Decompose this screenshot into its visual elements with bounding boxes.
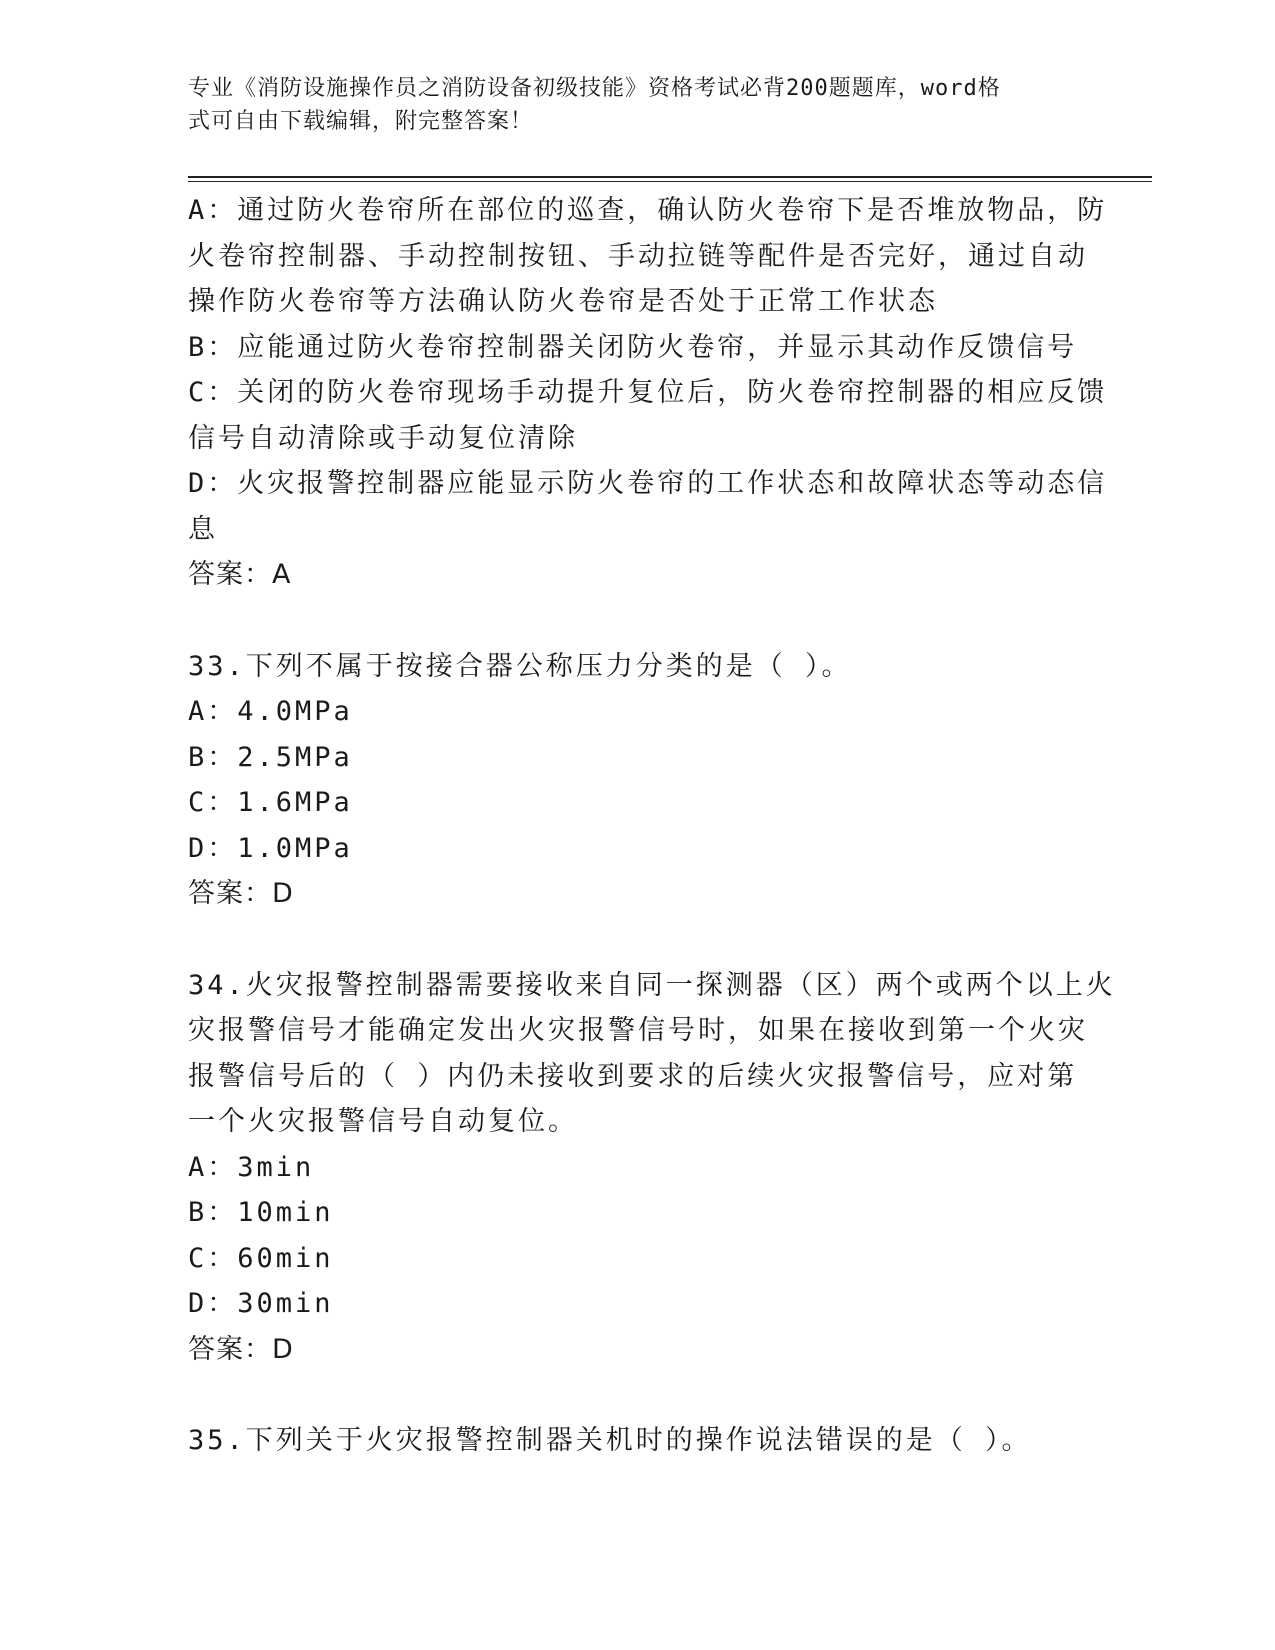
spacer bbox=[188, 1372, 1078, 1418]
header-line-2: 式可自由下载编辑，附完整答案！ bbox=[188, 109, 534, 134]
q34-question-line-1: 34.火灾报警控制器需要接收来自同一探测器（区）两个或两个以上火 bbox=[188, 969, 1116, 1001]
q32-option-c-line-1: C：关闭的防火卷帘现场手动提升复位后，防火卷帘控制器的相应反馈 bbox=[188, 377, 1108, 408]
q32-option-a-line-1: A：通过防火卷帘所在部位的巡查，确认防火卷帘下是否堆放物品，防 bbox=[188, 195, 1108, 226]
question-33-block bbox=[188, 644, 1078, 917]
q33-option-d: D：1.0MPa bbox=[188, 832, 353, 864]
q32-option-d-line-2: 息 bbox=[188, 513, 218, 545]
q34-option-d: D：30min bbox=[188, 1288, 334, 1319]
q32-option-c-line-2: 信号自动清除或手动复位清除 bbox=[188, 422, 578, 454]
q33-answer: 答案：D bbox=[188, 878, 294, 909]
q34-question-line-2: 灾报警信号才能确定发出火灾报警信号时，如果在接收到第一个火灾 bbox=[188, 1015, 1088, 1046]
question-35-block bbox=[188, 1418, 1078, 1464]
q34-option-b: B：10min bbox=[188, 1197, 334, 1228]
q32-option-a-line-2: 火卷帘控制器、手动控制按钮、手动拉链等配件是否完好，通过自动 bbox=[188, 240, 1088, 272]
q34-option-c: C：60min bbox=[188, 1242, 334, 1274]
question-32-block bbox=[188, 188, 1108, 598]
q33-question: 33.下列不属于按接合器公称压力分类的是（ ）。 bbox=[188, 650, 852, 682]
header-divider bbox=[188, 176, 1152, 182]
q33-option-a: A：4.0MPa bbox=[188, 696, 353, 727]
spacer bbox=[188, 917, 1078, 963]
q35-question: 35.下列关于火灾报警控制器关机时的操作说法错误的是（ ）。 bbox=[188, 1425, 1032, 1456]
question-34-block bbox=[188, 963, 1116, 1373]
q33-option-c: C：1.6MPa bbox=[188, 787, 353, 818]
q32-option-b: B：应能通过防火卷帘控制器关闭防火卷帘，并显示其动作反馈信号 bbox=[188, 331, 1078, 363]
document-header bbox=[188, 72, 1088, 138]
spacer bbox=[188, 598, 1078, 644]
q34-answer: 答案：D bbox=[188, 1333, 294, 1365]
q34-option-a: A：3min bbox=[188, 1151, 315, 1183]
q34-question-line-4: 一个火灾报警信号自动复位。 bbox=[188, 1106, 578, 1137]
q34-question-line-3: 报警信号后的（ ）内仍未接收到要求的后续火灾报警信号，应对第 bbox=[188, 1060, 1078, 1092]
q32-option-d-line-1: D：火灾报警控制器应能显示防火卷帘的工作状态和故障状态等动态信 bbox=[188, 468, 1108, 499]
q32-option-a-line-3: 操作防火卷帘等方法确认防火卷帘是否处于正常工作状态 bbox=[188, 286, 938, 317]
q33-option-b: B：2.5MPa bbox=[188, 741, 353, 773]
question-list bbox=[188, 188, 1116, 1464]
header-line-1: 专业《消防设施操作员之消防设备初级技能》资格考试必背200题题库，word格 bbox=[188, 76, 1001, 101]
q32-answer: 答案：A bbox=[188, 559, 292, 590]
